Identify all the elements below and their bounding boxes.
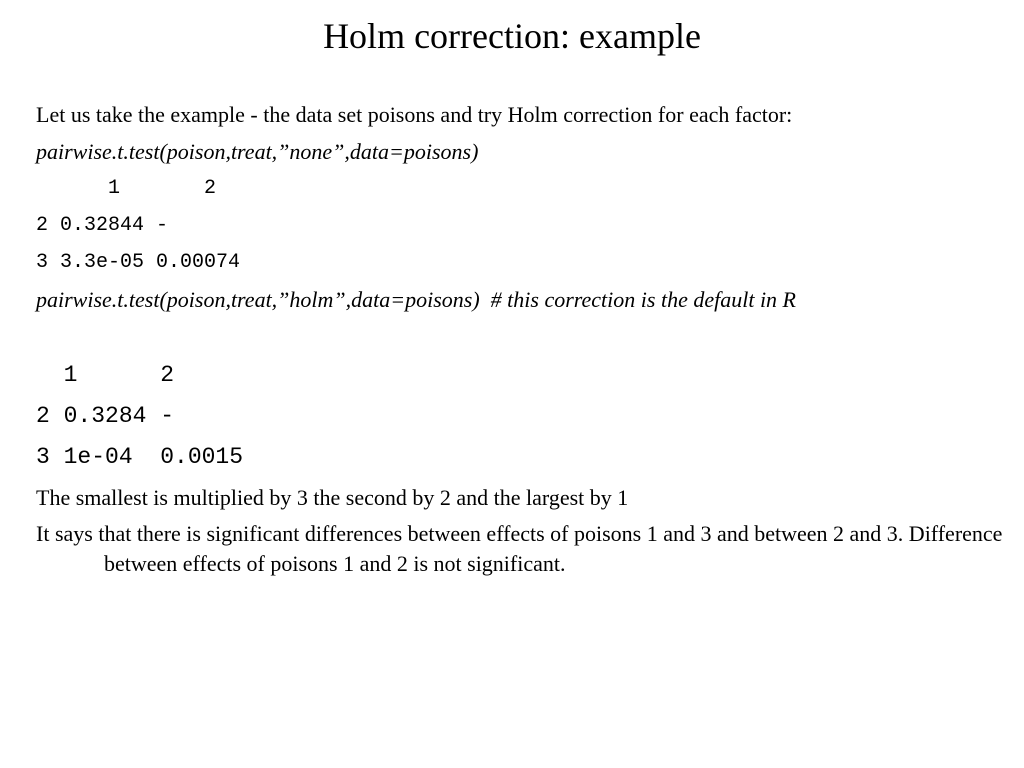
table-holm-row-2: 2 0.3284 - bbox=[36, 403, 175, 429]
conclusion-paragraph: It says that there is significant differences between effects of poisons 1 and 3 and between 2 and 3. Difference between effects of poisons 1 and 2 is not significant. bbox=[36, 521, 1003, 576]
multiplier-note: The smallest is multiplied by 3 the second by 2 and the largest by 1 bbox=[36, 485, 629, 510]
command-holm: pairwise.t.test(poison,treat,”holm”,data=poisons) # this correction is the default in R bbox=[36, 287, 796, 312]
intro-text: Let us take the example - the data set poisons and try Holm correction for each factor: bbox=[36, 102, 793, 127]
command-none: pairwise.t.test(poison,treat,”none”,data=poisons) bbox=[36, 139, 479, 164]
table-holm-row-3: 3 1e-04 0.0015 bbox=[36, 444, 244, 470]
table-none-row-3: 3 3.3e-05 0.00074 bbox=[36, 251, 241, 274]
table-none-row-2: 2 0.32844 - bbox=[36, 214, 169, 237]
table-holm-header: 1 2 bbox=[36, 362, 175, 388]
slide-title: Holm correction: example bbox=[323, 16, 701, 56]
table-none-header: 1 2 bbox=[36, 177, 217, 200]
